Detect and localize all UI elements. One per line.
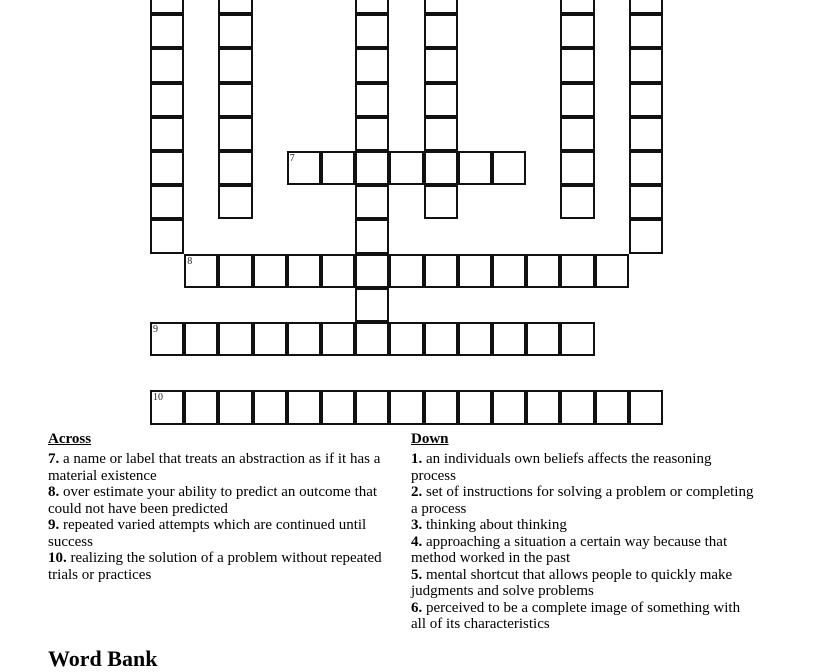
grid-cell[interactable]	[560, 390, 594, 424]
clue-text: over estimate your ability to predict an outcome that could not have been predicted	[48, 484, 378, 517]
grid-cell[interactable]	[629, 185, 663, 219]
clue-down-2	[411, 484, 756, 517]
grid-cell[interactable]	[355, 48, 389, 82]
grid-cell[interactable]	[595, 254, 629, 288]
grid-cell[interactable]	[526, 254, 560, 288]
grid-cell[interactable]	[560, 151, 594, 185]
grid-cell[interactable]	[150, 14, 184, 48]
grid-cell[interactable]	[560, 83, 594, 117]
clue-down-5	[411, 567, 756, 600]
grid-cell[interactable]	[595, 390, 629, 424]
grid-cell[interactable]	[424, 83, 458, 117]
grid-cell[interactable]	[355, 83, 389, 117]
clue-text: repeated varied attempts which are continued until success	[48, 517, 367, 550]
clue-number: 1.	[411, 451, 423, 467]
word-bank-heading: Word Bank	[48, 646, 158, 671]
down-heading: Down	[411, 431, 449, 447]
grid-cell[interactable]	[424, 254, 458, 288]
across-heading: Across	[48, 431, 92, 447]
clue-text: set of instructions for solving a problem or completing a process	[411, 484, 754, 517]
grid-cell[interactable]	[424, 390, 458, 424]
grid-cell[interactable]	[150, 117, 184, 151]
clue-down-1	[411, 451, 756, 484]
clue-number-label: 10	[153, 392, 163, 404]
grid-cell[interactable]	[218, 117, 252, 151]
grid-cell[interactable]	[355, 151, 389, 185]
grid-cell[interactable]	[218, 48, 252, 82]
grid-cell[interactable]	[492, 322, 526, 356]
grid-cell[interactable]	[321, 254, 355, 288]
clue-across-10	[48, 550, 393, 583]
grid-cell[interactable]	[218, 254, 252, 288]
grid-cell[interactable]	[458, 322, 492, 356]
grid-cell[interactable]	[560, 14, 594, 48]
grid-cell[interactable]	[321, 322, 355, 356]
grid-cell[interactable]	[629, 0, 663, 14]
clue-number: 8.	[48, 484, 60, 500]
grid-cell[interactable]	[492, 151, 526, 185]
grid-cell[interactable]	[321, 390, 355, 424]
grid-cell[interactable]	[287, 254, 321, 288]
clue-number: 7.	[48, 451, 60, 467]
grid-cell[interactable]	[458, 254, 492, 288]
clue-number-label: 7	[289, 153, 295, 164]
grid-cell[interactable]	[424, 322, 458, 356]
grid-cell[interactable]	[321, 151, 355, 185]
clue-number: 6.	[411, 599, 423, 616]
clue-number: 9.	[48, 517, 60, 533]
grid-cell[interactable]	[424, 117, 458, 151]
grid-cell[interactable]	[150, 390, 184, 424]
grid-cell[interactable]	[629, 48, 663, 82]
clue-down-4	[411, 534, 756, 567]
grid-cell[interactable]	[150, 219, 184, 253]
down-clues	[411, 430, 756, 633]
clue-text: perceived to be a complete image of something with all of its characteristics	[411, 599, 741, 632]
across-clues	[48, 430, 393, 583]
clue-number-label: 9	[153, 324, 158, 335]
grid-cell[interactable]	[458, 151, 492, 185]
grid-cell[interactable]	[355, 254, 389, 288]
clue-text: an individuals own beliefs affects the reasoning process	[411, 451, 712, 484]
grid-cell[interactable]	[287, 151, 321, 185]
clue-number: 5.	[411, 566, 423, 583]
clue-number: 2.	[411, 484, 423, 500]
clue-across-7	[48, 451, 393, 484]
grid-cell[interactable]	[184, 254, 218, 288]
clue-text: thinking about thinking	[422, 517, 567, 533]
grid-cell[interactable]	[355, 0, 389, 14]
grid-cell[interactable]	[526, 322, 560, 356]
grid-cell[interactable]	[218, 151, 252, 185]
clue-number: 3.	[411, 517, 423, 533]
grid-cell[interactable]	[389, 390, 423, 424]
grid-cell[interactable]	[218, 185, 252, 219]
grid-cell[interactable]	[389, 151, 423, 185]
grid-cell[interactable]	[629, 219, 663, 253]
grid-cell[interactable]	[424, 185, 458, 219]
grid-cell[interactable]	[389, 254, 423, 288]
clue-number: 10.	[48, 550, 67, 566]
grid-cell[interactable]	[355, 117, 389, 151]
grid-cell[interactable]	[218, 83, 252, 117]
grid-cell[interactable]	[424, 0, 458, 14]
grid-cell[interactable]	[560, 117, 594, 151]
grid-cell[interactable]	[560, 254, 594, 288]
grid-cell[interactable]	[287, 390, 321, 424]
grid-cell[interactable]	[184, 390, 218, 424]
grid-cell[interactable]	[424, 151, 458, 185]
grid-cell[interactable]	[355, 219, 389, 253]
grid-cell[interactable]	[218, 322, 252, 356]
grid-cell[interactable]	[629, 14, 663, 48]
grid-cell[interactable]	[560, 48, 594, 82]
grid-cell[interactable]	[218, 14, 252, 48]
clue-number: 4.	[411, 533, 423, 550]
grid-cell[interactable]	[355, 14, 389, 48]
clue-across-9	[48, 517, 393, 550]
grid-cell[interactable]	[629, 117, 663, 151]
clue-text: mental shortcut that allows people to quickly make judgments and solve problems	[411, 566, 733, 599]
grid-cell[interactable]	[355, 390, 389, 424]
grid-cell[interactable]	[458, 390, 492, 424]
grid-cell[interactable]	[150, 0, 184, 14]
grid-cell[interactable]	[150, 83, 184, 117]
grid-cell[interactable]	[389, 322, 423, 356]
grid-cell[interactable]	[253, 254, 287, 288]
grid-cell[interactable]	[355, 288, 389, 322]
clue-number-label: 8	[187, 255, 193, 267]
grid-cell[interactable]	[424, 14, 458, 48]
grid-cell[interactable]	[629, 83, 663, 117]
grid-cell[interactable]	[560, 185, 594, 219]
grid-cell[interactable]	[253, 322, 287, 356]
grid-cell[interactable]	[150, 151, 184, 185]
grid-cell[interactable]	[560, 322, 594, 356]
grid-cell[interactable]	[150, 185, 184, 219]
grid-cell[interactable]	[355, 185, 389, 219]
grid-cell[interactable]	[150, 48, 184, 82]
grid-cell[interactable]	[629, 390, 663, 424]
grid-cell[interactable]	[150, 322, 184, 356]
grid-cell[interactable]	[218, 0, 252, 14]
grid-cell[interactable]	[355, 322, 389, 356]
clue-text: a name or label that treats an abstraction as if it has a material existence	[48, 451, 381, 484]
grid-cell[interactable]	[492, 390, 526, 424]
clue-down-6	[411, 600, 756, 633]
grid-cell[interactable]	[253, 390, 287, 424]
clue-text: approaching a situation a certain way because that method worked in the past	[411, 533, 728, 566]
grid-cell[interactable]	[218, 390, 252, 424]
clue-text: realizing the solution of a problem without repeated trials or practices	[48, 550, 382, 583]
grid-cell[interactable]	[287, 322, 321, 356]
grid-cell[interactable]	[424, 48, 458, 82]
grid-cell[interactable]	[492, 254, 526, 288]
grid-cell[interactable]	[560, 0, 594, 14]
grid-cell[interactable]	[526, 390, 560, 424]
clue-across-8	[48, 484, 393, 517]
grid-cell[interactable]	[629, 151, 663, 185]
clue-down-3	[411, 517, 756, 534]
grid-cell[interactable]	[184, 322, 218, 356]
